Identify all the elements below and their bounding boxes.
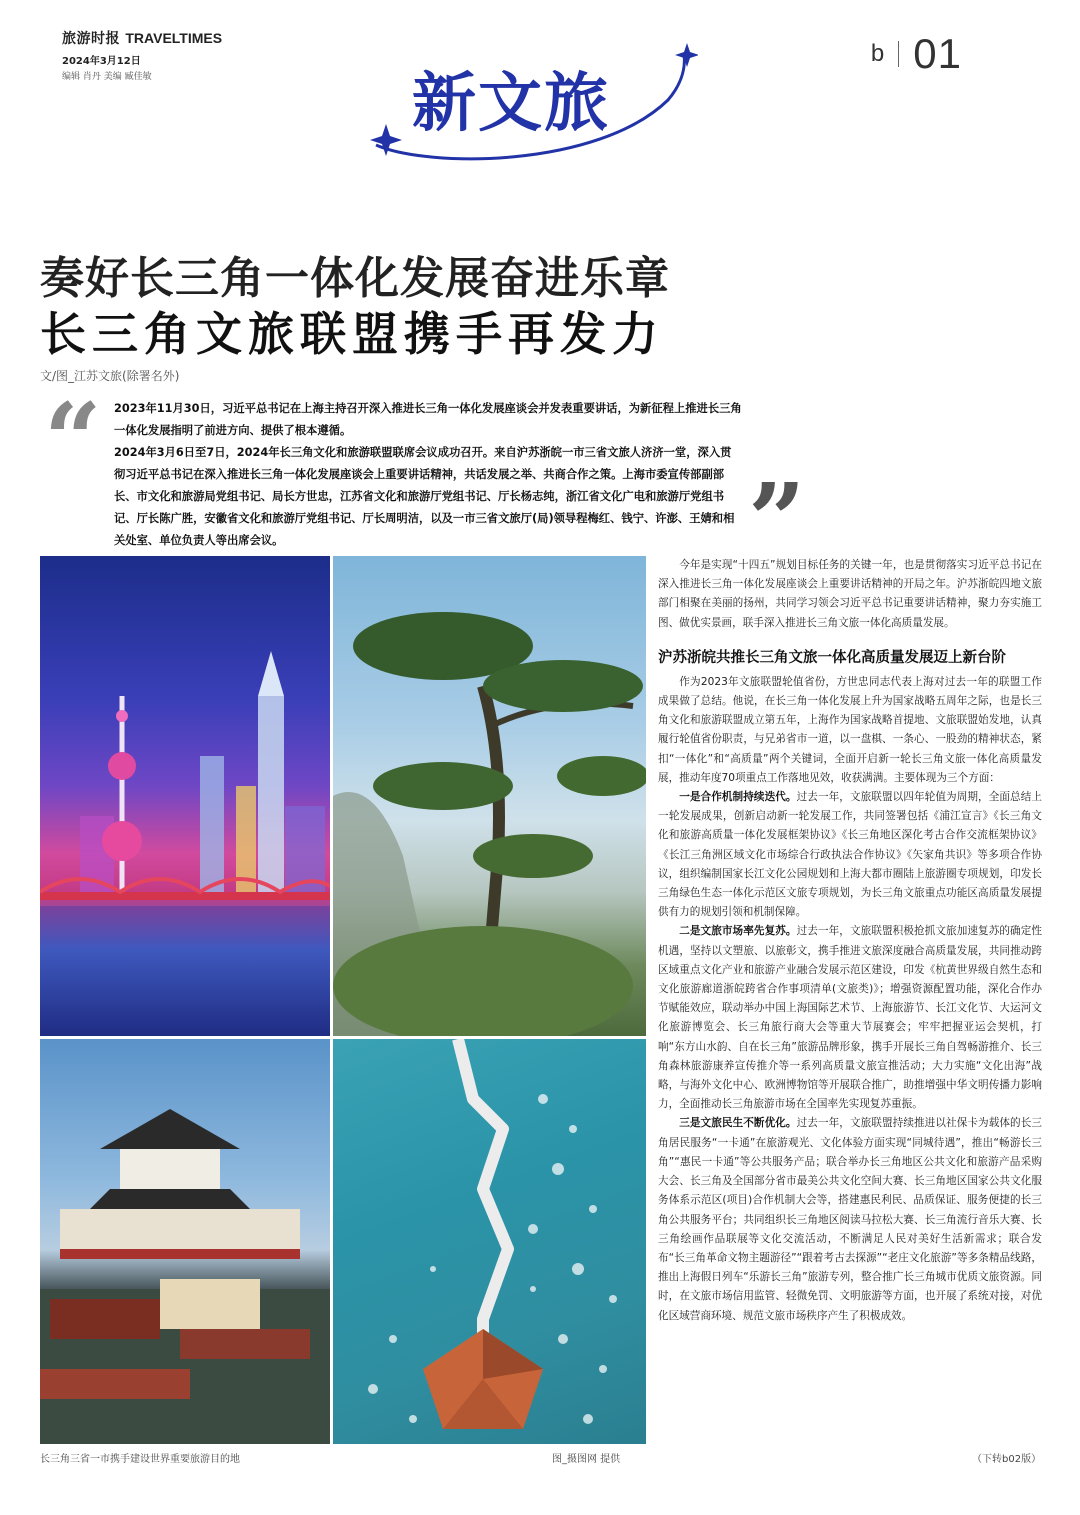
section-title: 新文旅 <box>412 67 610 141</box>
continued-note: （下转b02版） <box>972 1454 1042 1465</box>
photo-credit: 图_摄图网 提供 <box>552 1454 621 1465</box>
body-subhead: 沪苏浙皖共推长三角文旅一体化高质量发展迈上新台阶 <box>658 649 1006 666</box>
section-letter: b <box>870 40 885 67</box>
lead-paragraph: 2024年3月6日至7日，2024年长三角文化和旅游联盟联席会议成功召开。来自沪苏浙皖一市三省文旅人济济一堂，深入贯彻习近平总书记在深入推进长三角一体化发展座谈会上重要讲话精神，共话发展之举、共商合作之策。上海市委宣传部副部长、市文化和旅游局党组书记、局长方世忠，江苏省文化和旅游厅党组书记、厅长杨志纯，浙江省文化广电和旅游厅党组书记、厅长陈广胜，安徽省文化和旅游厅党组书记、厅长周明洁，以及一市三省文旅厅(局)领导程梅红、钱宁、许澎、王婧和相关处室、单位负责人等出席会议。 <box>114 446 735 547</box>
masthead <box>62 28 282 82</box>
body-paragraph: 作为2023年文旅联盟轮值省份，方世忠同志代表上海对过去一年的联盟工作成果做了总结。他说，在长三角一体化发展上升为国家战略五周年之际，也是长三角文化和旅游联盟成立第五年，上海作为国家战略首提地、文旅联盟始发地，认真履行轮值省份职责，与兄弟省市一道，以一盘棋、一条心、一股劲的精神状态，紧扣“一体化”和“高质量”两个关键词，全面开启新一轮长三角文旅一体化高质量发展，推动年度70项重点工作落地见效，收获满满。主要体现为三个方面： <box>658 675 1042 784</box>
photo-collage <box>40 556 646 1444</box>
page-number <box>871 30 962 78</box>
point-text: 过去一年，文旅联盟积极抢抓文旅加速复苏的确定性机遇，坚持以文塑旅、以旅彰文，携手推进文旅深度融合高质量发展，共同推动跨区域重点文化产业和旅游产业融合发展示范区建设，印发《杭黄世界级自然生态和文化旅游廊道浙皖跨省合作事项清单(文旅类)》；增强资源配置功能，深化合作办节赋能效应，联动举办中国上海国际艺术节、上海旅游节、长江文化节、大运河文化旅游博览会、长三角旅行商大会等重大节展赛会；牢牢把握亚运会契机，打响“东方山水韵、自在长三角”旅游品牌形象，携手开展长三角自驾畅游推介、长三角森林旅游康养宣传推介等一系列高质量文旅宣推活动；大力实施“文化出海”战略，与海外文化中心、欧洲博物馆等开展联合推广，助推增强中华文明传播力影响力，全面推动长三角旅游市场在全国率先实现复苏重振。 <box>658 925 1042 1111</box>
brand-chinese: 旅游时报 <box>62 31 120 47</box>
issue-date: 2024年3月12日 <box>62 56 141 67</box>
point-lead: 一是合作机制持续迭代。 <box>679 791 797 804</box>
close-quote-mark: ” <box>748 461 806 579</box>
photo-shanghai-skyline <box>40 556 330 1036</box>
byline: 文/图_江苏文旅(除署名外) <box>40 369 180 383</box>
point-lead: 三是文旅民生不断优化。 <box>679 1117 797 1130</box>
article-body <box>658 556 1042 1326</box>
body-paragraph <box>658 1114 1042 1325</box>
page-number-divider <box>898 41 899 67</box>
open-quote-mark: “ <box>44 381 102 499</box>
photo-caption: 长三角三省一市携手建设世界重要旅游目的地 <box>40 1454 240 1465</box>
brand-english: TRAVELTIMES <box>125 30 223 46</box>
headline-secondary: 长三角文旅联盟携手再发力 <box>40 307 664 361</box>
headline-primary: 奏好长三角一体化发展奋进乐章 <box>40 253 670 304</box>
point-lead: 二是文旅市场率先复苏。 <box>679 925 797 938</box>
point-text: 过去一年，文旅联盟持续推进以社保卡为载体的长三角居民服务“一卡通”在旅游观光、文化体验方面实现“同城待遇”，推出“畅游长三角”“惠民一卡通”等公共服务产品；联合举办长三角地区公共文化和旅游产品采购大会、长三角及全国部分省市最美公共文化空间大赛、长三角地区国家公共文化服务体系示范区(项目)合作机制大会等，搭建惠民利民、品质保证、服务便捷的长三角公共服务平台；共同组织长三角地区阅读马拉松大赛、长三角流行音乐大赛、长三角绘画作品联展等文化交流活动，不断满足人民对美好生活新需求；联合发布“长三角革命文物主题游径”“跟着考古去探源”“老庄文化旅游”等多条精品线路，推出上海假日列车“乐游长三角”旅游专列，整合推广长三角城市优质文旅资源。同时，在文旅市场信用监管、轻微免罚、文明旅游等方面，也开展了系统对接，对优化区域营商环境、规范文旅市场秩序产生了积极成效。 <box>658 1117 1042 1322</box>
photo-nanjing-riverside <box>40 1039 330 1444</box>
body-paragraph <box>658 922 1042 1114</box>
photo-huangshan-pine <box>333 556 646 1036</box>
lead-paragraph: 2023年11月30日，习近平总书记在上海主持召开深入推进长三角一体化发展座谈会并发表重要讲话，为新征程上推进长三角一体化发展指明了前进方向、提供了根本遵循。 <box>114 402 742 437</box>
body-paragraph-intro: 今年是实现“十四五”规划目标任务的关键一年，也是贯彻落实习近平总书记在深入推进长三角一体化发展座谈会上重要讲话精神的开局之年。沪苏浙皖四地文旅部门相聚在美丽的扬州，共同学习领会习近平总书记重要讲话精神，聚力夯实施工图、做优实景画，联手深入推进长三角文旅一体化高质量发展。 <box>658 559 1042 629</box>
photo-lake-pavilion <box>333 1039 646 1444</box>
body-paragraph <box>658 788 1042 922</box>
editors-credit: 编辑 肖丹 美编 臧佳敏 <box>62 72 152 82</box>
lead-paragraphs <box>114 398 742 552</box>
newspaper-brand <box>62 28 282 48</box>
sparkle-icon <box>675 43 698 67</box>
section-logo <box>368 40 698 170</box>
point-text: 过去一年，文旅联盟以四年轮值为周期，全面总结上一轮发展成果，创新启动新一轮发展工作，共同签署包括《浦江宣言》《长三角文化和旅游高质量一体化发展框架协议》《长三角地区深化考古合作交流框架协议》《长江三角洲区域文化市场综合行政执法合作协议》《矢家角共识》等多项合作协议，组织编制国家长江文化公园规划和上海大都市圈陆上旅游圈专项规划，印发长三角绿色生态一体化示范区文旅专项规划，为长三角文旅重点功能区高质量发展提供有力的规划引领和机制保障。 <box>658 791 1042 919</box>
page-number-value: 01 <box>913 30 962 77</box>
